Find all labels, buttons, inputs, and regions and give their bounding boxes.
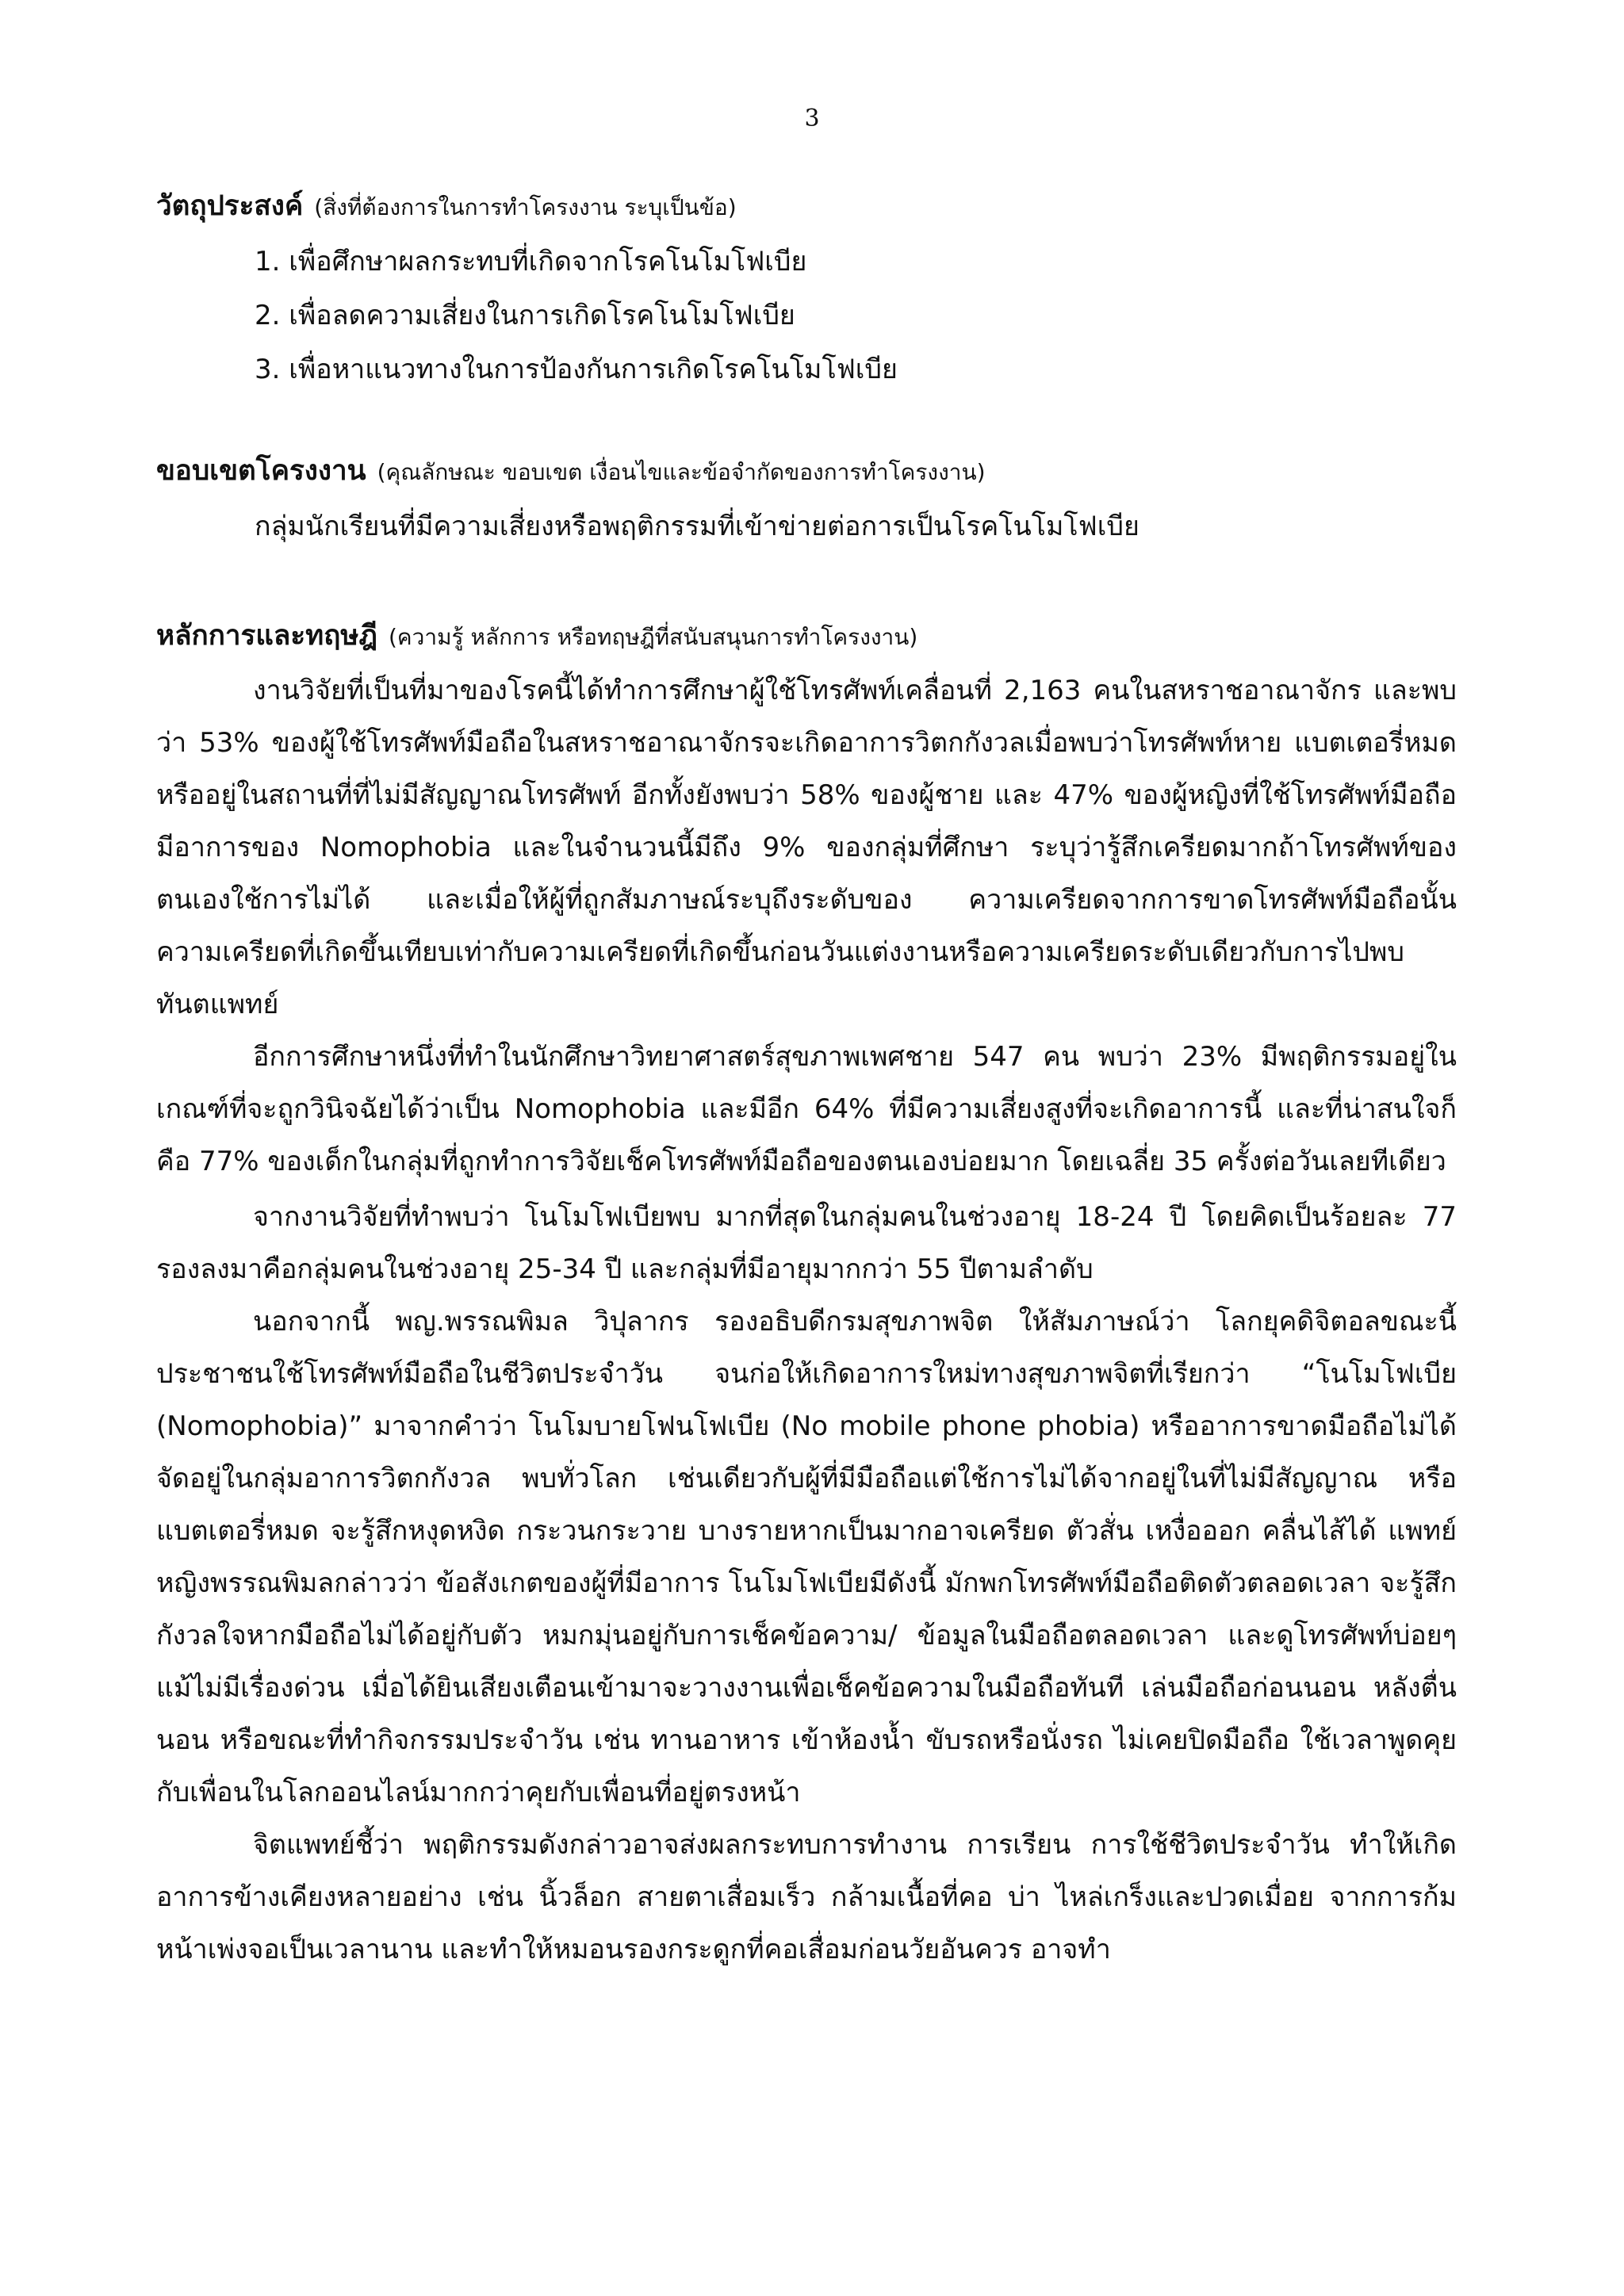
theory-paragraph-5: จิตแพทย์ชี้ว่า พฤติกรรมดังกล่าวอาจส่งผลกระทบการทำงาน การเรียน การใช้ชีวิตประจำวัน ทำให้เกิดอาการข้างเคียงหลายอย่าง เช่น นิ้วล็อก สายตาเสื่อมเร็ว กล้ามเนื้อที่คอ บ่า ไหล่เกร็งและปวดเมื่อย จากการก้มหน้าเพ่งจอเป็นเวลานาน และทำให้หมอนรองกระดูกที่คอเสื่อมก่อนวัยอันควร อาจทำ — [156, 1829, 1457, 1965]
objectives-heading: วัตถุประสงค์ — [156, 190, 304, 222]
theory-section — [156, 609, 1457, 1976]
theory-paragraph-3: จากงานวิจัยที่ทำพบว่า โนโมโฟเบียพบ มากที่สุดในกลุ่มคนในช่วงอายุ 18-24 ปี โดยคิดเป็นร้อยละ 77 รองลงมาคือกลุ่มคนในช่วงอายุ 25-34 ปี และกลุ่มที่มีอายุมากกว่า 55 ปีตามลำดับ — [156, 1201, 1457, 1285]
objectives-section — [156, 179, 1457, 396]
scope-heading: ขอบเขตโครงงาน — [156, 455, 366, 487]
scope-text: กลุ่มนักเรียนที่มีความเสี่ยงหรือพฤติกรรมที่เข้าข่ายต่อการเป็นโรคโนโมโฟเบีย — [255, 511, 1139, 542]
theory-paragraph-2: อีกการศึกษาหนึ่งที่ทำในนักศึกษาวิทยาศาสตร์สุขภาพเพศชาย 547 คน พบว่า 23% มีพฤติกรรมอยู่ในเกณฑ์ที่จะถูกวินิจฉัยได้ว่าเป็น Nomophobia และมีอีก 64% ที่มีความเสี่ยงสูงที่จะเกิดอาการนี้ และที่น่าสนใจก็คือ 77% ของเด็กในกลุ่มที่ถูกทำการวิจัยเช็คโทรศัพท์มือถือของตนเองบ่อยมาก โดยเฉลี่ย 35 ครั้งต่อวันเลยทีเดียว — [156, 1041, 1457, 1177]
objective-item-2: 2. เพื่อลดความเสี่ยงในการเกิดโรคโนโมโฟเบีย — [255, 300, 795, 331]
page-content — [156, 179, 1457, 1976]
scope-section — [156, 444, 1457, 553]
section-spacer — [156, 553, 1457, 609]
objective-item-3: 3. เพื่อหาแนวทางในการป้องกันการเกิดโรคโนโมโฟเบีย — [255, 354, 898, 385]
section-spacer — [156, 396, 1457, 444]
scope-note: (คุณลักษณะ ขอบเขต เงื่อนไขและข้อจำกัดของการทำโครงงาน) — [377, 459, 986, 485]
objectives-heading-line — [156, 179, 1457, 235]
scope-heading-line — [156, 444, 1457, 499]
objective-item-1: 1. เพื่อศึกษาผลกระทบที่เกิดจากโรคโนโมโฟเบีย — [255, 246, 807, 277]
theory-note: (ความรู้ หลักการ หรือทฤษฎีที่สนับสนุนการทำโครงงาน) — [389, 624, 918, 650]
theory-paragraph-1: งานวิจัยที่เป็นที่มาของโรคนี้ได้ทำการศึกษาผู้ใช้โทรศัพท์เคลื่อนที่ 2,163 คนในสหราชอาณาจักร และพบว่า 53% ของผู้ใช้โทรศัพท์มือถือในสหราชอาณาจักรจะเกิดอาการวิตกกังวลเมื่อพบว่าโทรศัพท์หาย แบตเตอรี่หมด หรืออยู่ในสถานที่ที่ไม่มีสัญญาณโทรศัพท์ อีกทั้งยังพบว่า 58% ของผู้ชาย และ 47% ของผู้หญิงที่ใช้โทรศัพท์มือถือมีอาการของ Nomophobia และในจำนวนนี้มีถึง 9% ของกลุ่มที่ศึกษา ระบุว่ารู้สึกเครียดมากถ้าโทรศัพท์ของตนเองใช้การไม่ได้ และเมื่อให้ผู้ที่ถูกสัมภาษณ์ระบุถึงระดับของ ความเครียดจากการขาดโทรศัพท์มือถือนั้น ความเครียดที่เกิดขึ้นเทียบเท่ากับความเครียดที่เกิดขึ้นก่อนวันแต่งงานหรือความเครียดระดับเดียวกับการไปพบทันตแพทย์ — [156, 675, 1457, 1020]
theory-heading-line — [156, 609, 1457, 664]
objectives-note: (สิ่งที่ต้องการในการทำโครงงาน ระบุเป็นข้อ) — [314, 194, 737, 220]
page-number: 3 — [804, 105, 820, 132]
theory-heading: หลักการและทฤษฎี — [156, 620, 377, 652]
theory-paragraph-4: นอกจากนี้ พญ.พรรณพิมล วิปุลากร รองอธิบดีกรมสุขภาพจิต ให้สัมภาษณ์ว่า โลกยุคดิจิตอลขณะนี้ ประชาชนใช้โทรศัพท์มือถือในชีวิตประจำวัน จนก่อให้เกิดอาการใหม่ทางสุขภาพจิตที่เรียกว่า “โนโมโฟเบีย (Nomophobia)” มาจากคำว่า โนโมบายโฟนโฟเบีย (No mobile phone phobia) หรืออาการขาดมือถือไม่ได้ จัดอยู่ในกลุ่มอาการวิตกกังวล พบทั่วโลก เช่นเดียวกับผู้ที่มีมือถือแต่ใช้การไม่ได้จากอยู่ในที่ไม่มีสัญญาณ หรือแบตเตอรี่หมด จะรู้สึกหงุดหงิด กระวนกระวาย บางรายหากเป็นมากอาจเครียด ตัวสั่น เหงื่อออก คลื่นไส้ได้ แพทย์หญิงพรรณพิมลกล่าวว่า ข้อสังเกตของผู้ที่มีอาการ โนโมโฟเบียมีดังนี้ มักพกโทรศัพท์มือถือติดตัวตลอดเวลา จะรู้สึกกังวลใจหากมือถือไม่ได้อยู่กับตัว หมกมุ่นอยู่กับการเช็คข้อความ/ ข้อมูลในมือถือตลอดเวลา และดูโทรศัพท์บ่อยๆ แม้ไม่มีเรื่องด่วน เมื่อได้ยินเสียงเตือนเข้ามาจะวางงานเพื่อเช็คข้อความในมือถือทันที เล่นมือถือก่อนนอน หลังตื่นนอน หรือขณะที่ทำกิจกรรมประจำวัน เช่น ทานอาหาร เข้าห้องน้ำ ขับรถหรือนั่งรถ ไม่เคยปิดมือถือ ใช้เวลาพูดคุยกับเพื่อนในโลกออนไลน์มากกว่าคุยกับเพื่อนที่อยู่ตรงหน้า — [156, 1306, 1457, 1808]
